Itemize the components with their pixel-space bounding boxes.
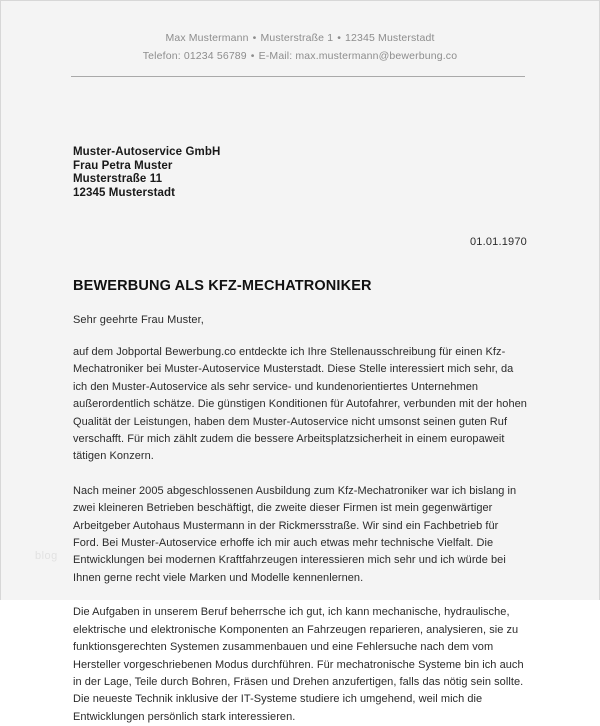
letterhead-phone: Telefon: 01234 56789 xyxy=(142,50,247,62)
letterhead xyxy=(73,1,527,77)
letterhead-contact-line xyxy=(73,48,527,65)
body-paragraph: Die Aufgaben in unserem Beruf beherrsche ich gut, ich kann mechanische, hydraulische, elektrische und elektronische Komponenten an Fahrzeugen reparieren, analysieren, sie zu funktionsgerechten Systemen zusammenbauen und eine Fehlersuche nach dem vom Hersteller vorgeschriebenen Modus durchführen. Für mechatronische Systeme bin ich auch in der Lage, Teile durch Bohren, Fräsen und Drehen anzufertigen, falls das nötig sein sollte. Die neueste Technik inklusive der IT-Systeme studiere ich umgehend, weil mich die Entwicklungen persönlich stark interessieren. xyxy=(73,606,524,723)
bullet-separator-icon: • xyxy=(337,32,342,44)
letterhead-email: E-Mail: max.mustermann@bewerbung.co xyxy=(258,50,458,62)
bullet-separator-icon: • xyxy=(250,50,255,62)
bullet-separator-icon: • xyxy=(252,32,257,44)
recipient-city: 12345 Musterstadt xyxy=(73,186,176,199)
recipient-street: Musterstraße 11 xyxy=(73,173,163,185)
recipient-address-block xyxy=(73,146,527,200)
recipient-company: Muster-Autoservice GmbH xyxy=(73,146,221,158)
recipient-person: Frau Petra Muster xyxy=(73,159,173,172)
letter-body xyxy=(73,344,527,726)
blog-watermark: blog xyxy=(35,550,58,562)
letterhead-address-line xyxy=(73,30,527,47)
letterhead-divider xyxy=(71,76,525,77)
body-paragraph: Nach meiner 2005 abgeschlossenen Ausbildung zum Kfz-Mechatroniker war ich bislang in zwei kleineren Betrieben beschäftigt, die zweite dieser Firmen ist mein gegenwärtiger Arbeitgeber Autohaus Mustermann in der Rickmersstraße. Wir sind ein Fachbetrieb für Ford. Bei Muster-Autoservice erhoffe ich mir auch etwas mehr technische Vielfalt. Die Entwicklungen bei modernen Kraftfahrzeugen interessieren mich sehr und ich würde bei Ihnen gerne recht viele Marken und Modelle kennenlernen. xyxy=(73,484,517,584)
letterhead-name: Max Mustermann xyxy=(165,32,249,44)
letterhead-street: Musterstraße 1 xyxy=(260,32,334,44)
letter-salutation: Sehr geehrte Frau Muster, xyxy=(73,314,204,326)
letter-sheet xyxy=(1,1,599,723)
letterhead-city: 12345 Musterstadt xyxy=(345,32,435,44)
letter-date: 01.01.1970 xyxy=(469,236,527,248)
letter-subject: BEWERBUNG ALS KFZ-MECHATRONIKER xyxy=(73,278,372,294)
body-paragraph: auf dem Jobportal Bewerbung.co entdeckte ich Ihre Stellenausschreibung für einen Kfz-Mechatroniker bei Muster-Autoservice Musterstadt. Diese Stelle interessiert mich sehr, da ich den Muster-Autoservice als sehr service- und kundenorientiertes Unternehmen außerordentlich schätze. Die günstigen Konditionen für Autofahrer, verbunden mit der hohen Qualität der Leistungen, haben dem Muster-Autoservice nicht umsonst seinen guten Ruf verschafft. Für mich zählt zudem die bessere Arbeitsplatzsicherheit in einem europaweit tätigen Konzern. xyxy=(73,346,527,463)
